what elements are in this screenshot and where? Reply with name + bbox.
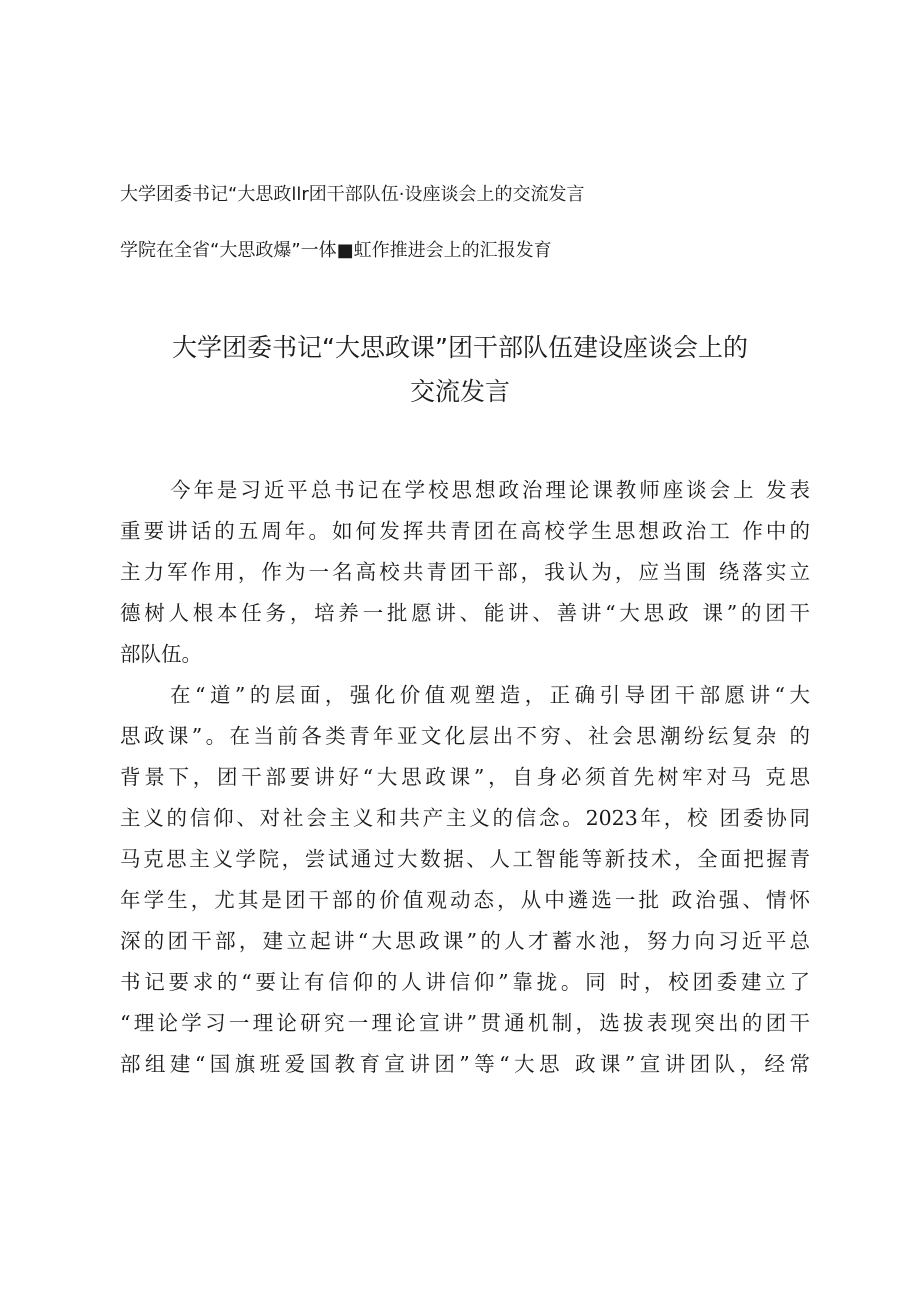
paragraph-line: “理论学习一理论研究一理论宣讲”贯通机制，选拔表现突出的团干 bbox=[120, 1011, 810, 1035]
paragraph-line: 在“道”的层面，强化价值观塑造，正确引导团干部愿讲“大 bbox=[170, 683, 810, 707]
paragraph-line: 德树人根本任务，培养一批愿讲、能讲、善讲“大思政 课”的团干 bbox=[120, 601, 810, 625]
paragraph-line: 主力军作用，作为一名高校共青团干部，我认为，应当围 绕落实立 bbox=[120, 560, 810, 584]
paragraph-line: 今年是习近平总书记在学校思想政治理论课教师座谈会上 发表 bbox=[170, 478, 810, 502]
paragraph-line: 年学生，尤其是团干部的价值观动态，从中遴选一批 政治强、情怀 bbox=[120, 888, 810, 912]
paragraph-line: 部组建“国旗班爱国教育宣讲团”等“大思 政课”宣讲团队，经常 bbox=[120, 1052, 810, 1076]
document-title bbox=[100, 326, 820, 414]
toc-item[interactable]: 大学团委书记“大思政llr团干部队伍·设座谈会上的交流发言 bbox=[120, 184, 585, 205]
document-title-line: 大学团委书记“大思政课”团干部队伍建设座谈会上的 bbox=[172, 333, 748, 362]
document-title-line: 交流发言 bbox=[409, 377, 510, 406]
paragraph-line: 思政课”。在当前各类青年亚文化层出不穷、社会思潮纷纭复杂 的 bbox=[120, 724, 810, 748]
paragraph-line: 主义的信仰、对社会主义和共产主义的信念。2023年，校 团委协同 bbox=[120, 806, 810, 830]
paragraph-line: 背景下，团干部要讲好“大思政课”，自身必须首先树牢对马 克思 bbox=[120, 765, 810, 789]
toc-item[interactable]: 学院在全省“大思政爆”一体■虹作推进会上的汇报发育 bbox=[120, 240, 552, 261]
paragraph bbox=[120, 470, 810, 675]
document-body bbox=[120, 470, 810, 1085]
table-of-contents bbox=[120, 180, 820, 266]
paragraph-line: 重要讲话的五周年。如何发挥共青团在高校学生思想政治工 作中的 bbox=[120, 519, 810, 543]
paragraph-line: 书记要求的“要让有信仰的人讲信仰”靠拢。同 时，校团委建立了 bbox=[120, 970, 810, 994]
paragraph-line: 深的团干部，建立起讲“大思政课”的人才蓄水池，努力向习近平总 bbox=[120, 929, 810, 953]
paragraph bbox=[120, 675, 810, 1085]
paragraph-line: 马克思主义学院，尝试通过大数据、人工智能等新技术，全面把握青 bbox=[120, 847, 810, 871]
paragraph-line: 部队伍。 bbox=[120, 642, 202, 666]
